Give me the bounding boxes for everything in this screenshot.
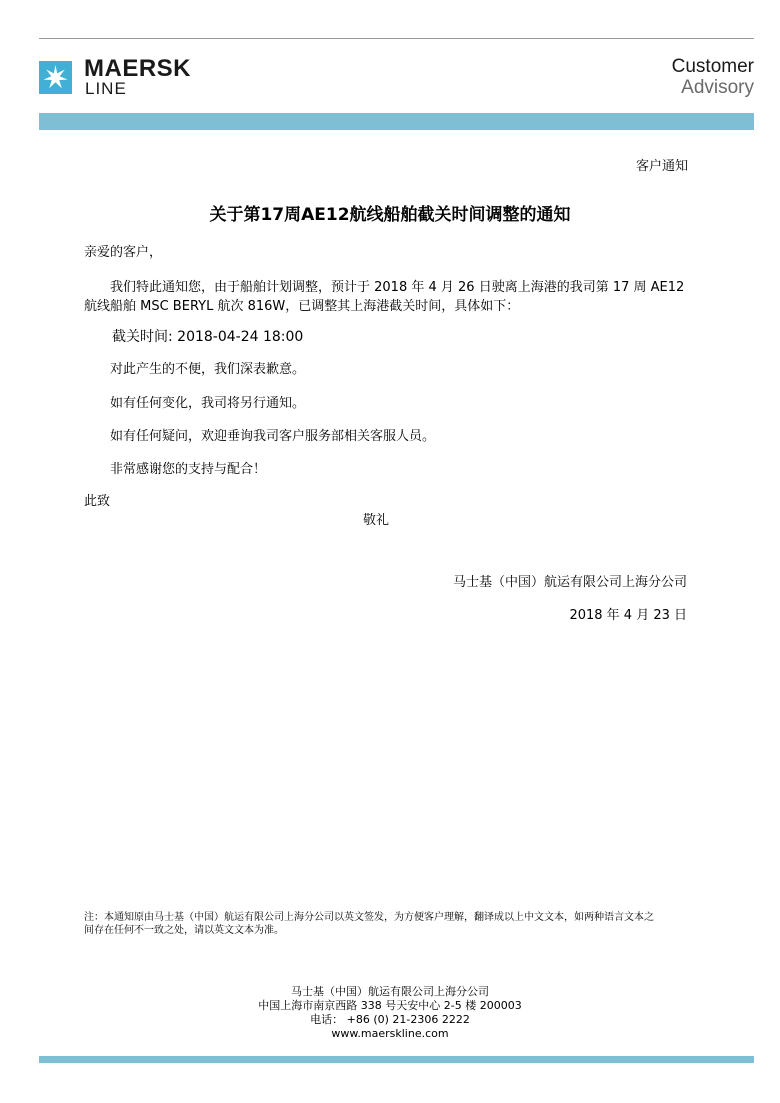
- translation-note-line2: 间存在任何不一致之处，请以英文文本为准。: [84, 925, 284, 936]
- notice-tag: 客户通知: [635, 159, 688, 174]
- footer-address: 中国上海市南京西路 338 号天安中心 2-5 楼 200003: [258, 999, 522, 1012]
- brand-sub: LINE: [85, 79, 127, 98]
- footer-company: 马士基（中国）航运有限公司上海分公司: [291, 985, 489, 998]
- thanks-text: 非常感谢您的支持与配合！: [110, 462, 267, 477]
- footer-phone: 电话： +86 (0) 21-2306 2222: [310, 1013, 470, 1026]
- signatory-company: 马士基（中国）航运有限公司上海分公司: [452, 575, 687, 590]
- change-notice: 如有任何变化，我司将另行通知。: [110, 396, 306, 411]
- translation-note: [84, 911, 694, 937]
- top-rule: [39, 38, 754, 39]
- footer-website[interactable]: www.maerskline.com: [331, 1027, 449, 1040]
- header-bar: [39, 113, 754, 130]
- document-title: 关于第17周AE12航线船舶截关时间调整的通知: [209, 205, 571, 225]
- cutoff-time: 截关时间: 2018-04-24 18:00: [112, 329, 304, 345]
- brand-name: MAERSK: [84, 55, 192, 82]
- greeting: 亲爱的客户，: [84, 245, 163, 260]
- body-paragraph-line2: 航线船舶 MSC BERYL 航次 816W，已调整其上海港截关时间，具体如下：: [84, 299, 520, 314]
- translation-note-line1: 注：本通知原由马士基（中国）航运有限公司上海分公司以英文签发，为方便客户理解，翻译成以上中文文本，如两种语言文本之: [84, 912, 654, 923]
- star-icon: [39, 61, 72, 94]
- body-paragraph-line1: 我们特此通知您，由于船舶计划调整，预计于 2018 年 4 月 26 日驶离上海港的我司第 17 周 AE12: [110, 280, 685, 295]
- footer-bar: [39, 1056, 754, 1063]
- inquiry-text: 如有任何疑问，欢迎垂询我司客户服务部相关客服人员。: [110, 429, 436, 444]
- advisory-label-line1: Customer: [671, 56, 754, 77]
- closing-ci: 此致: [84, 494, 111, 509]
- signature-date: 2018 年 4 月 23 日: [569, 608, 687, 623]
- apology-text: 对此产生的不便，我们深表歉意。: [110, 362, 306, 377]
- closing-respect: 敬礼: [363, 513, 390, 528]
- advisory-label-line2: Advisory: [681, 77, 754, 98]
